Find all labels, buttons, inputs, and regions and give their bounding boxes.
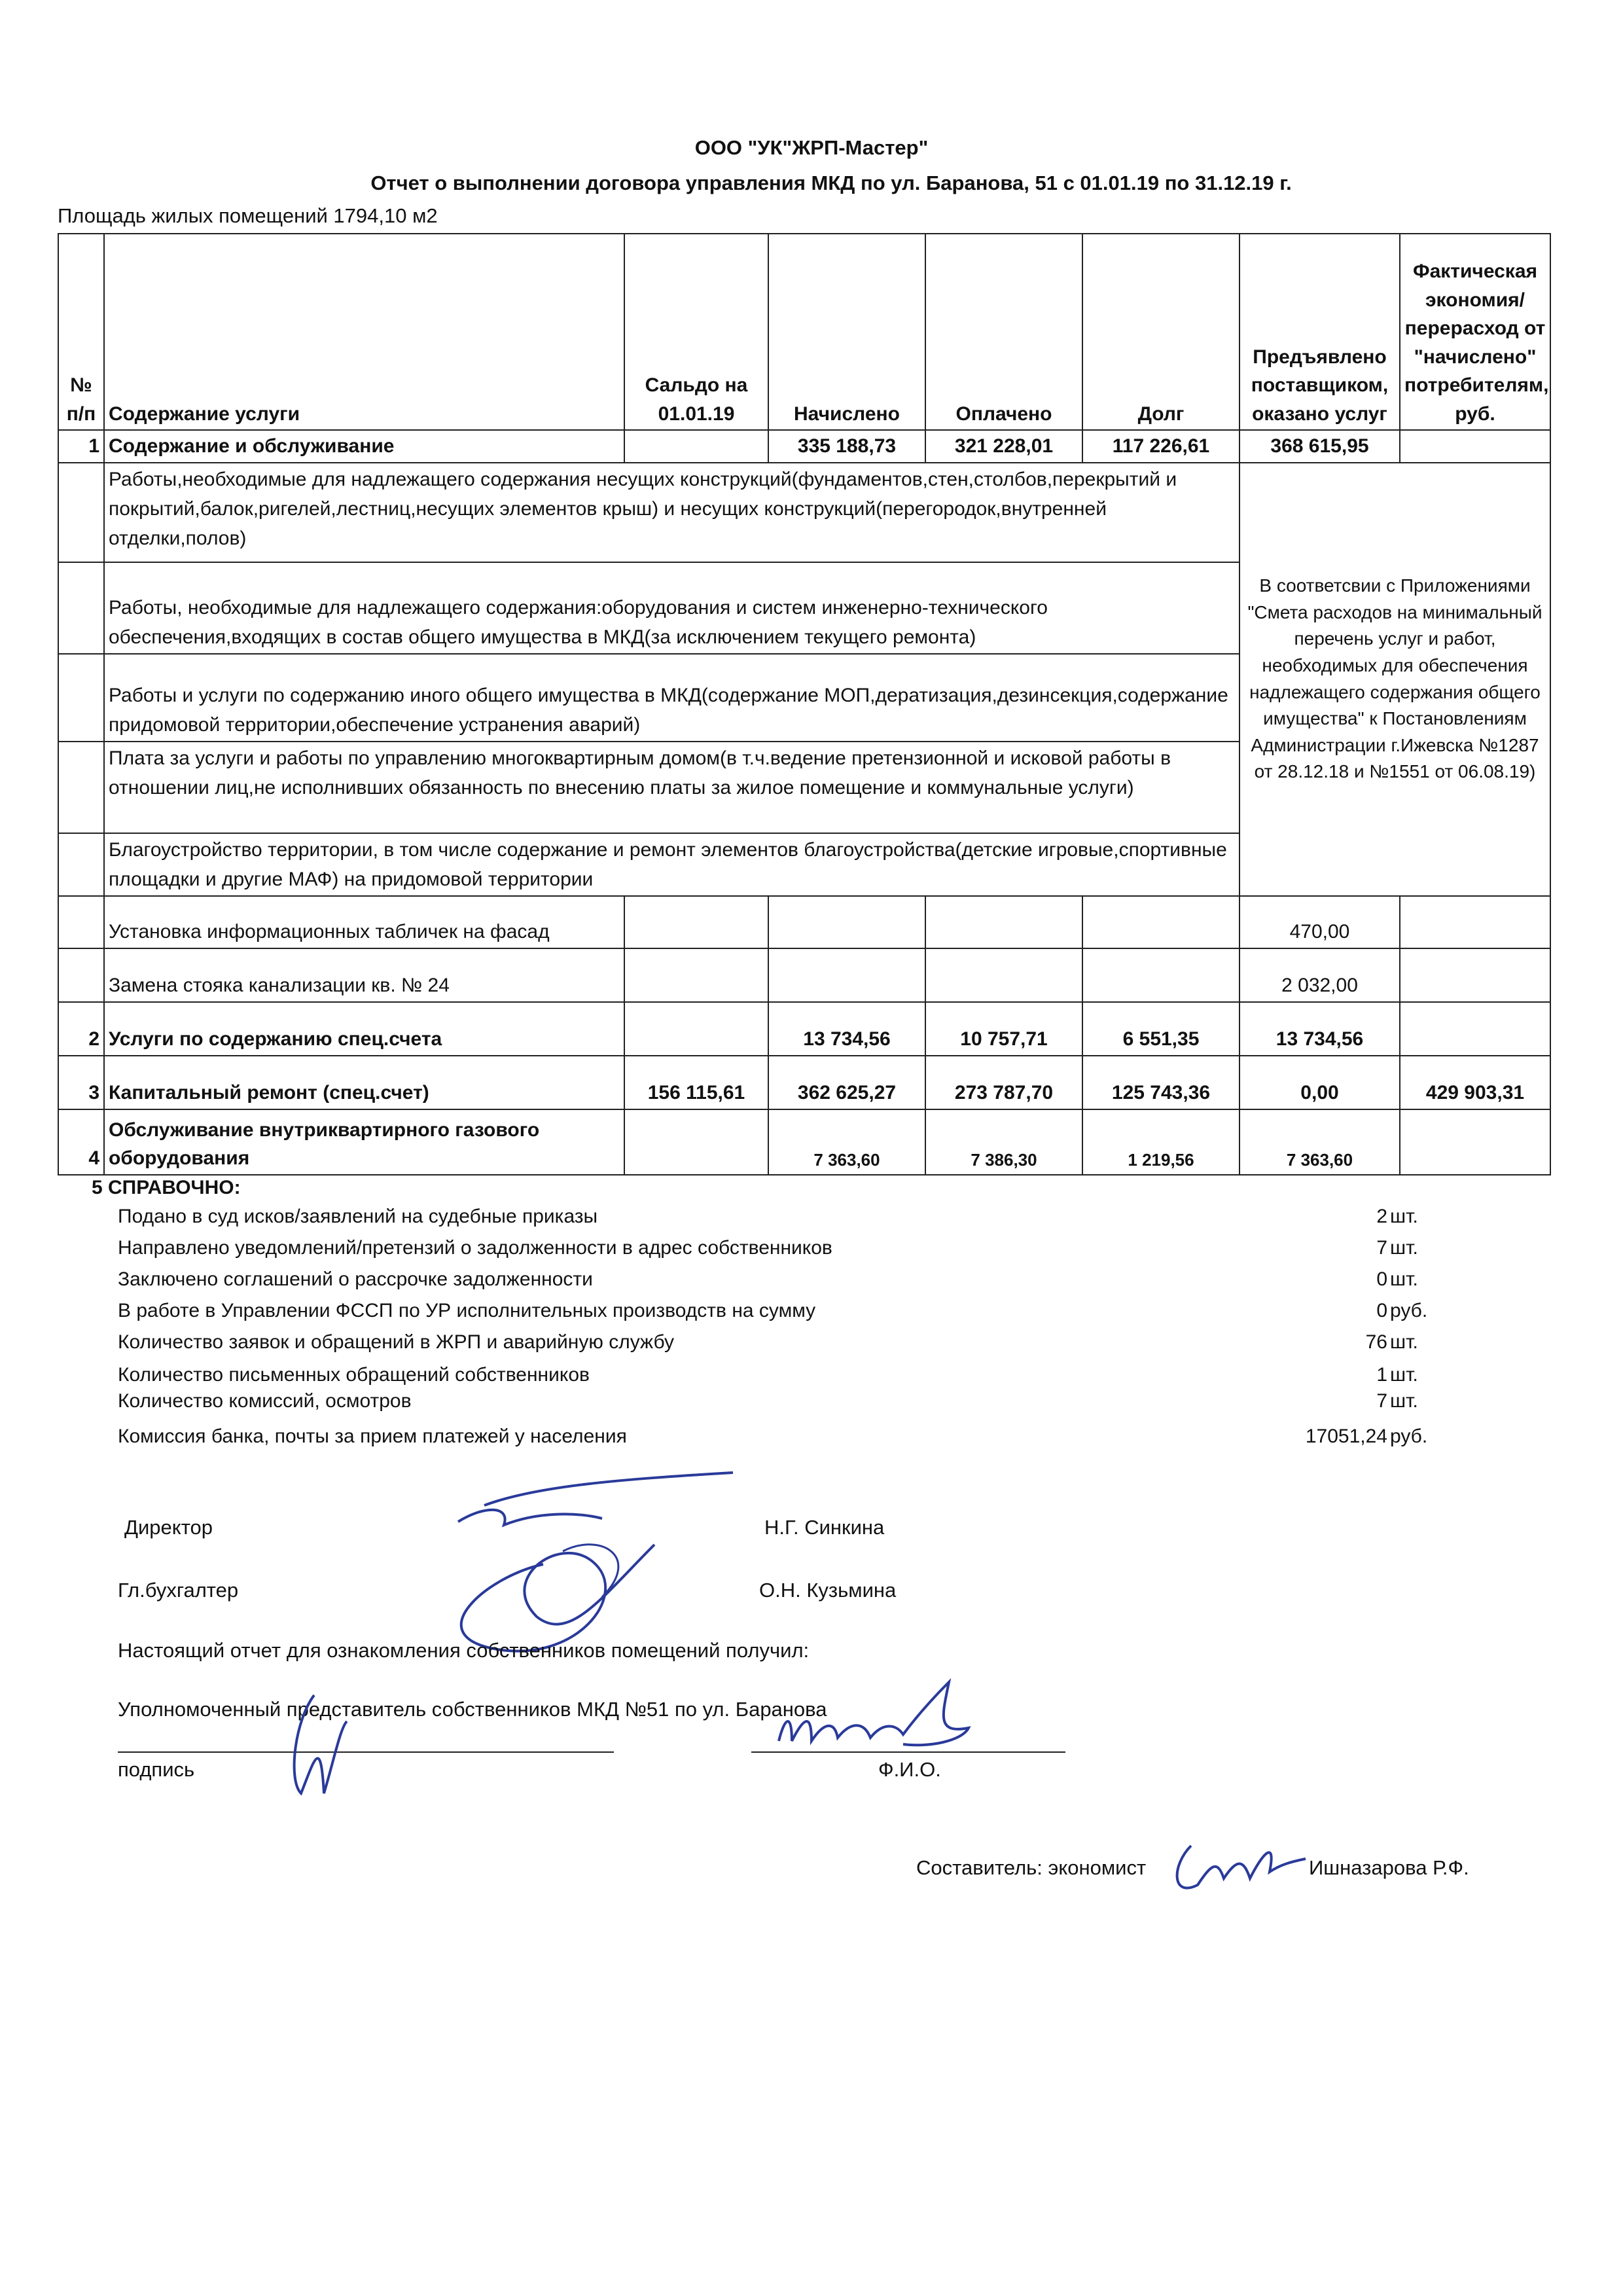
reference-item — [118, 1268, 1433, 1296]
col-charged-header: Начислено — [768, 234, 925, 430]
row4-economy — [1400, 1109, 1550, 1175]
reference-value: 17051,24 — [1305, 1426, 1387, 1447]
col-paid-header: Оплачено — [925, 234, 1082, 430]
table-row — [58, 896, 1550, 948]
row2-paid: 10 757,71 — [925, 1002, 1082, 1056]
table-row — [58, 430, 1550, 463]
row3-economy: 429 903,31 — [1400, 1056, 1550, 1109]
living-area: Площадь жилых помещений 1794,10 м2 — [58, 204, 438, 227]
extra-item-2-name: Замена стояка канализации кв. № 24 — [104, 948, 624, 1002]
row4-paid: 7 386,30 — [925, 1109, 1082, 1175]
representative-signature — [275, 1682, 366, 1806]
col-economy-header: Фактическая экономия/перерасход от "начислено" потребителям, руб. — [1400, 234, 1550, 430]
reference-value: 7 — [1376, 1390, 1387, 1412]
director-signature — [406, 1466, 746, 1662]
reference-unit: руб. — [1390, 1426, 1428, 1447]
extra-item-1-presented: 470,00 — [1240, 896, 1400, 948]
row2-debt: 6 551,35 — [1082, 1002, 1240, 1056]
row1-charged: 335 188,73 — [768, 430, 925, 463]
reference-item — [118, 1237, 1433, 1265]
reference-label: Заключено соглашений о рассрочке задолженности — [118, 1268, 593, 1290]
table-row — [58, 948, 1550, 1002]
row1-name: Содержание и обслуживание — [104, 430, 624, 463]
work-item-4: Плата за услуги и работы по управлению многоквартирным домом(в т.ч.ведение претензионной и исковой работы в отношении лиц,не исполнивших обязанность по внесению платы за жилое помещение и коммунальные услуги) — [104, 742, 1240, 833]
representative-name-signature — [772, 1676, 995, 1754]
director-title: Директор — [124, 1516, 213, 1539]
extra-item-1-name: Установка информационных табличек на фасад — [104, 896, 624, 948]
reference-value: 1 — [1376, 1364, 1387, 1386]
reference-label: Количество комиссий, осмотров — [118, 1390, 412, 1412]
row1-presented: 368 615,95 — [1240, 430, 1400, 463]
row1-economy — [1400, 430, 1550, 463]
reference-label: Комиссия банка, почты за прием платежей у населения — [118, 1426, 627, 1447]
row3-paid: 273 787,70 — [925, 1056, 1082, 1109]
reference-heading: 5 СПРАВОЧНО: — [92, 1177, 241, 1198]
reference-label: В работе в Управлении ФССП по УР исполнительных производств на сумму — [118, 1300, 816, 1321]
work-item-3: Работы и услуги по содержанию иного общего имущества в МКД(содержание МОП,дератизация,дезинсекция,содержание придомовой территории,обеспечение устранения аварий) — [104, 654, 1240, 742]
regulation-note: В соответсвии с Приложениями "Смета расходов на минимальный перечень услуг и работ, необходимых для обеспечения надлежащего содержания общего имущества" к Постановлениям Администрации г.Ижевска №1287 от 28.12.18 и №1551 от 06.08.19) — [1240, 463, 1550, 896]
col-saldo-header: Сальдо на 01.01.19 — [624, 234, 768, 430]
row1-debt: 117 226,61 — [1082, 430, 1240, 463]
row2-presented: 13 734,56 — [1240, 1002, 1400, 1056]
reference-value: 7 — [1376, 1237, 1387, 1259]
reference-label: Количество письменных обращений собственников — [118, 1364, 590, 1386]
row1-paid: 321 228,01 — [925, 430, 1082, 463]
reference-item — [118, 1300, 1433, 1327]
row1-num: 1 — [58, 430, 104, 463]
row4-saldo — [624, 1109, 768, 1175]
reference-unit: шт. — [1390, 1237, 1418, 1259]
work-item-5: Благоустройство территории, в том числе содержание и ремонт элементов благоустройства(детские игровые,спортивные площадки и другие МАФ) на придомовой территории — [104, 833, 1240, 896]
row2-num: 2 — [58, 1002, 104, 1056]
reference-unit: шт. — [1390, 1390, 1418, 1412]
reference-item — [118, 1364, 1433, 1391]
table-row — [58, 1056, 1550, 1109]
compiler-name: Ишназарова Р.Ф. — [1309, 1856, 1469, 1879]
reference-item — [118, 1390, 1433, 1418]
row3-num: 3 — [58, 1056, 104, 1109]
table-row — [58, 463, 1550, 562]
fio-label: Ф.И.О. — [878, 1758, 941, 1781]
table-header-row — [58, 234, 1550, 430]
row2-name: Услуги по содержанию спец.счета — [104, 1002, 624, 1056]
row4-name: Обслуживание внутриквартирного газового оборудования — [104, 1109, 624, 1175]
accountant-name: О.Н. Кузьмина — [759, 1579, 897, 1602]
row4-debt: 1 219,56 — [1082, 1109, 1240, 1175]
row4-charged: 7 363,60 — [768, 1109, 925, 1175]
work-item-1: Работы,необходимые для надлежащего содержания несущих конструкций(фундаментов,стен,столбов,перекрытий и покрытий,балок,ригелей,лестниц,несущих элементов крыш) и несущих конструкций(перегородок,внутренней отделки,полов) — [104, 463, 1240, 562]
col-presented-header: Предъявлено поставщиком, оказано услуг — [1240, 234, 1400, 430]
reference-label: Подано в суд исков/заявлений на судебные приказы — [118, 1206, 598, 1227]
col-service-header: Содержание услуги — [104, 234, 624, 430]
row2-saldo — [624, 1002, 768, 1056]
row3-name: Капитальный ремонт (спец.счет) — [104, 1056, 624, 1109]
report-table — [58, 233, 1551, 1175]
row1-saldo — [624, 430, 768, 463]
reference-label: Количество заявок и обращений в ЖРП и аварийную службу — [118, 1331, 674, 1353]
reference-unit: шт. — [1390, 1268, 1418, 1290]
reference-unit: шт. — [1390, 1206, 1418, 1227]
reference-unit: шт. — [1390, 1364, 1418, 1386]
reference-item — [118, 1426, 1433, 1453]
col-num-header: № п/п — [58, 234, 104, 430]
accountant-title: Гл.бухгалтер — [118, 1579, 239, 1602]
reference-unit: шт. — [1390, 1331, 1418, 1353]
reference-value: 2 — [1376, 1206, 1387, 1227]
row3-presented: 0,00 — [1240, 1056, 1400, 1109]
row3-saldo: 156 115,61 — [624, 1056, 768, 1109]
compiler-label: Составитель: экономист — [916, 1856, 1147, 1879]
row3-charged: 362 625,27 — [768, 1056, 925, 1109]
compiler-signature — [1165, 1826, 1309, 1905]
col-debt-header: Долг — [1082, 234, 1240, 430]
row4-presented: 7 363,60 — [1240, 1109, 1400, 1175]
company-name: ООО "УК"ЖРП-Мастер" — [694, 136, 929, 159]
extra-item-2-presented: 2 032,00 — [1240, 948, 1400, 1002]
row2-economy — [1400, 1002, 1550, 1056]
table-row — [58, 1002, 1550, 1056]
row4-num: 4 — [58, 1109, 104, 1175]
reference-item — [118, 1206, 1433, 1233]
director-name: Н.Г. Синкина — [764, 1516, 885, 1539]
reference-unit: руб. — [1390, 1300, 1428, 1321]
received-statement: Настоящий отчет для ознакомления собственников помещений получил: — [118, 1639, 810, 1662]
row3-debt: 125 743,36 — [1082, 1056, 1240, 1109]
row2-charged: 13 734,56 — [768, 1002, 925, 1056]
report-title: Отчет о выполнении договора управления МКД по ул. Баранова, 51 с 01.01.19 по 31.12.19 г. — [370, 171, 1292, 194]
representative-label: Уполномоченный представитель собственников МКД №51 по ул. Баранова — [118, 1698, 827, 1721]
reference-value: 76 — [1365, 1331, 1387, 1353]
work-item-2: Работы, необходимые для надлежащего содержания:оборудования и систем инженерно-технического обеспечения,входящих в состав общего имущества в МКД(за исключением текущего ремонта) — [104, 562, 1240, 654]
reference-label: Направлено уведомлений/претензий о задолженности в адрес собственников — [118, 1237, 832, 1259]
reference-value: 0 — [1376, 1300, 1387, 1321]
reference-item — [118, 1331, 1433, 1359]
table-row — [58, 1109, 1550, 1175]
reference-value: 0 — [1376, 1268, 1387, 1290]
sign-label: подпись — [118, 1758, 195, 1781]
